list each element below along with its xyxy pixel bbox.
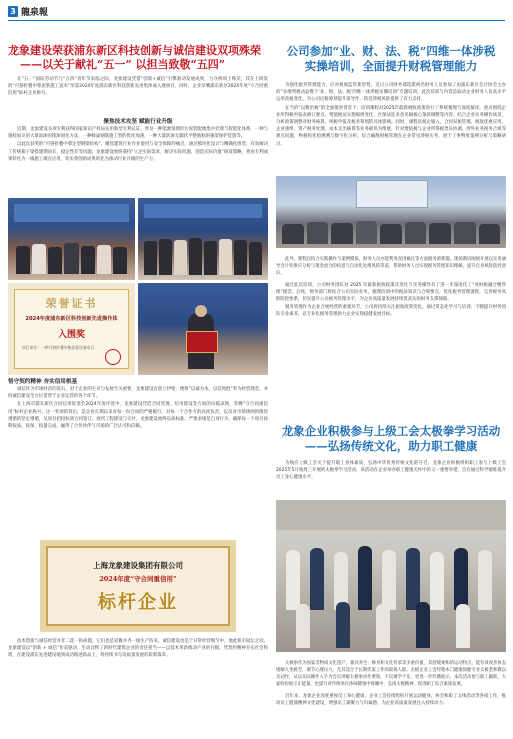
right-p1: 为强化税务管理能力，应对税收监管新形势，近日公司财务部选派两名财务人员参加了由浦东新区会计协会主办的“多维判税动益暨下‘业、财、法、税’四维一体涉税实操培训”专题培训，此次培训与内容是取动企业财务人员高水平运用改税变化，为公司应税筹划提升前导作，防范涉税风险提供了有力支持。 — [276, 83, 506, 103]
plaque-company-name: 上海龙象建设集团有限公司 — [93, 561, 183, 570]
right-article-1 — [276, 82, 506, 149]
left-intro-text: 在“五一”国际劳动节与“五四”青年节来临之际，龙象建设凭借“创新+诚信”引擎驱动发展成果，力夺两项上殊荣，其在上研发的“可挤折叠中柴泥浆施工技术”荣获2024年度浦东新区科技创新先进集体成入展项目，同时，企业荣膺浦东新区2024年度“守合同重信用”标杆企业称号。 — [8, 77, 268, 97]
certificate-emblem-text: 荣誉证书 — [45, 297, 98, 310]
plaque-title: 标杆企业 — [98, 592, 178, 613]
header-rule — [8, 20, 505, 21]
section-1-p2: 以此次获奖的“可挤折叠中柴定型钢梁结构”，聚焦建筑行业作业使用与安全保障的痛点，通过模块化设计与精确化组装，有效解决了传统箱子梁搭建期间长，稳定性差等问题。龙象建设始终秉持“立足实际需求，解决实际问题，创造实际价值”研发策略，将由专利成果转化为一线施工端点应用，切实将创新成果转化为推动行业升级的生产力。 — [8, 142, 268, 162]
left-closing-text: 技术创新与诚信经营并非二选一的命题，它们也是双翼并齐一线生产阵来，诚信建设也是于日常经营细节中，他此和市间坛之次。龙象建设以“创新 + 诚信”作双驱动，生动诠释了新时代建筑企业的责任担当——以技术革新推动产业的升级，凭契约精神夯实社会和谐，在建设浦东先进建设地到成功路进新品上，将持续书写高质量发展的崭新篇章。 — [8, 639, 268, 659]
masthead — [8, 4, 48, 18]
certificate-project-line: 项目单位：一种可挤折叠中柴泥浆设备项目 — [22, 345, 95, 350]
left-section-2 — [8, 378, 268, 431]
section-2-title: 恪守契约精神 夯实信用根基 — [8, 379, 78, 385]
left-closing — [8, 638, 268, 661]
group-award-photo — [138, 198, 268, 280]
left-headline — [8, 44, 268, 72]
right-headline-1-line1: 公司参加“业、财、法、税”四维一体涉税 — [286, 44, 496, 58]
left-intro — [8, 76, 268, 99]
right-headline-2-line2: ——弘扬传统文化，助力职工健康 — [304, 439, 478, 453]
right-headline-1-line2: 实操培训，全面提升财税管理能力 — [304, 59, 478, 73]
page-number-badge: 3 — [8, 6, 18, 17]
recipient-photo — [138, 283, 268, 375]
right-p3: 通过此次培训，公司财务团队对 2025 年最新税收政策及变化与实务操作有了进一步深度化了“业财税融合精管理”理念。后续，财务部门将结合公司实际业务，梳理培训中的税法知识与合规要点，优化税务管理流程，完善税务风险防控体系，切实提升公司税务管理水平，为企业高质量发展持续筑高实的财务支撑保障。 — [276, 282, 506, 302]
certificate-photo — [8, 283, 135, 375]
right-photo-caption: 此外，课程还结合实践操作与案例模拟，财务人员亦能利用改进痛注等方面税务重难题。现场教培刚展开展以实用涵导会计转换应分析与现金流合的构思与自动化处理风险等前，帮助财务人员实现税务管理知识理解，提升自身风险防控意识。 — [276, 257, 506, 277]
right-photo-caption-2: 太极拳作为国家非物质文化遗产，兼具养生、修身和文化传承等多重价值，其舒缓柔和的运动特点，能有效改善体态缓解久坐疲劳，调节心理压力，尤其适合于长期伏案工作的职场人群。太极企业工会特邀本门健康保健专业太极老师教以及动作，从以实际操作入手为会员讲解太极拳动作要领，不仅寓学于乐，更进一步传播展示。本次活动参与职工踊跃，大家纷纷展示正能量，也提升对传统拳在体味健康中体魄中，弘扬太极精神，促进职工综合素质发展。 — [276, 661, 506, 688]
tai-chi-photo — [276, 500, 506, 652]
newspaper-title: 龍泉報 — [21, 7, 49, 18]
right-article-2-cont — [276, 656, 506, 708]
right-p5: 为响应上级工会关于提升职工身体素质，弘扬中华优秀传统文化的号召，龙象企业积极组织职工参与上级工会2025年5月始周三开展的太极拳学习活动，该活动在企业举办职工健康关怀中的又一重要举措，旨在通过科学锻炼提升员工身心健康水平。 — [276, 461, 506, 481]
certificate-seal-icon — [105, 349, 121, 365]
right-article-1-cont — [276, 252, 506, 320]
certificate-caption: 2024年度浦东新区科技创新先进操作体 — [25, 316, 118, 322]
left-section-1 — [8, 118, 268, 164]
right-article-2 — [276, 460, 506, 483]
section-2-p2: 在上海市浦东新区合同信用促进会2024年度评选中，龙象建设凭借合同管理，信用建设等方面的卓越表现，荣膺“守合同重信用”标杆企业称号，这一奖项的背后，是企业长期以来对每一份合同的严格履行，对每一个合作方的高度负责，以及对市场规则的敬畏遵循的坚定遵循，从项目招投标到合同签订、再到工程建设与交付，龙象建设始终以高标准、严要求规范自身行为，确保每一个项目按期按质、按预、按量完成，赢得了合作伙伴与市场的广泛认可和信赖。 — [8, 402, 268, 430]
plaque-photo — [40, 540, 236, 632]
section-2-p1: 诚信作为市场经济的基石，对于企业的生存与发展至关重要，龙象建设自创立伊始，便将“以诚为本，以信致胜”奉为经营理念，并持诚信建设全方位贯穿于企业运营的各个环节。 — [8, 387, 268, 400]
right-p4: 税务管理作为企业合规经营的重要环节，公司将持续关注税收政策变化，通过常态化学习与培训，不断提升财务团队专业素养，以专业化税务管理助力企业实现稳健发展目标。 — [276, 305, 506, 318]
certificate-award-label: 入围奖 — [57, 330, 85, 340]
section-1-p1: 近期，龙象建设多项专利获得国家知识产权局实用新型专利认证，涉及一种能源预填形污泥装配地集中处理与智能化体系，一种与施检雨交的大暴雨渗的排渗固化方法，一种蜂巢钢筋施工型的优化加速，一种大量防渗无脚状平整地粘的强架保护装置等。 — [8, 127, 268, 140]
right-headline-2-line1: 龙象企业积极参与上级工会太极拳学习活动 — [281, 424, 501, 438]
right-p6: 近年来，龙象企业高度重视员工身心健康，企业工会持续组织开展运动健身、协会和职工文体活动等各项工作，推动员工健康精神文化建设，增强员工凝聚力与归属感，为企业高质量发展注入持续动力。 — [276, 693, 506, 706]
right-p2: 在当的“以数治税”的全面推进背景下，培训课程对2025年最新税收政策进行了系统梳理与深度解读，重点围绕企业所得税申报表修订要点、增值税法实施细则变化、社保法征求意见稿核心条款调整等内容。结合企业实务操作场景，分析政策调整对财务核算、纳税申报及税务筹划的具体影响。同时，课程以税企服入，合同异税管理、税收优惠应用、企业重组、资产税务处理、成本支出核算等业务板块为维展，针对增值税与企业所得税类异协调、涉外业务税务合规等难点问题，物税校化检测测与数字化分析，综合确散财税管理在企业常见涉税实务，展于了事物度案例分析与策略研讨。 — [276, 105, 506, 147]
plaque-year-line: 2024年度“守合同重信用” — [99, 575, 177, 583]
left-headline-line2: ——以关于献礼“五一” 以担当致敬“五四” — [20, 58, 226, 71]
left-headline-line1: 龙象建设荣获浦东新区科技创新与诚信建设双项殊荣 — [8, 44, 261, 57]
training-seminar-photo — [276, 176, 506, 248]
right-headline-1 — [276, 44, 506, 74]
section-1-title: 聚焦技术攻坚 赋能行业升级 — [103, 119, 173, 125]
right-headline-2 — [276, 424, 506, 454]
award-ceremony-photo — [8, 198, 135, 280]
